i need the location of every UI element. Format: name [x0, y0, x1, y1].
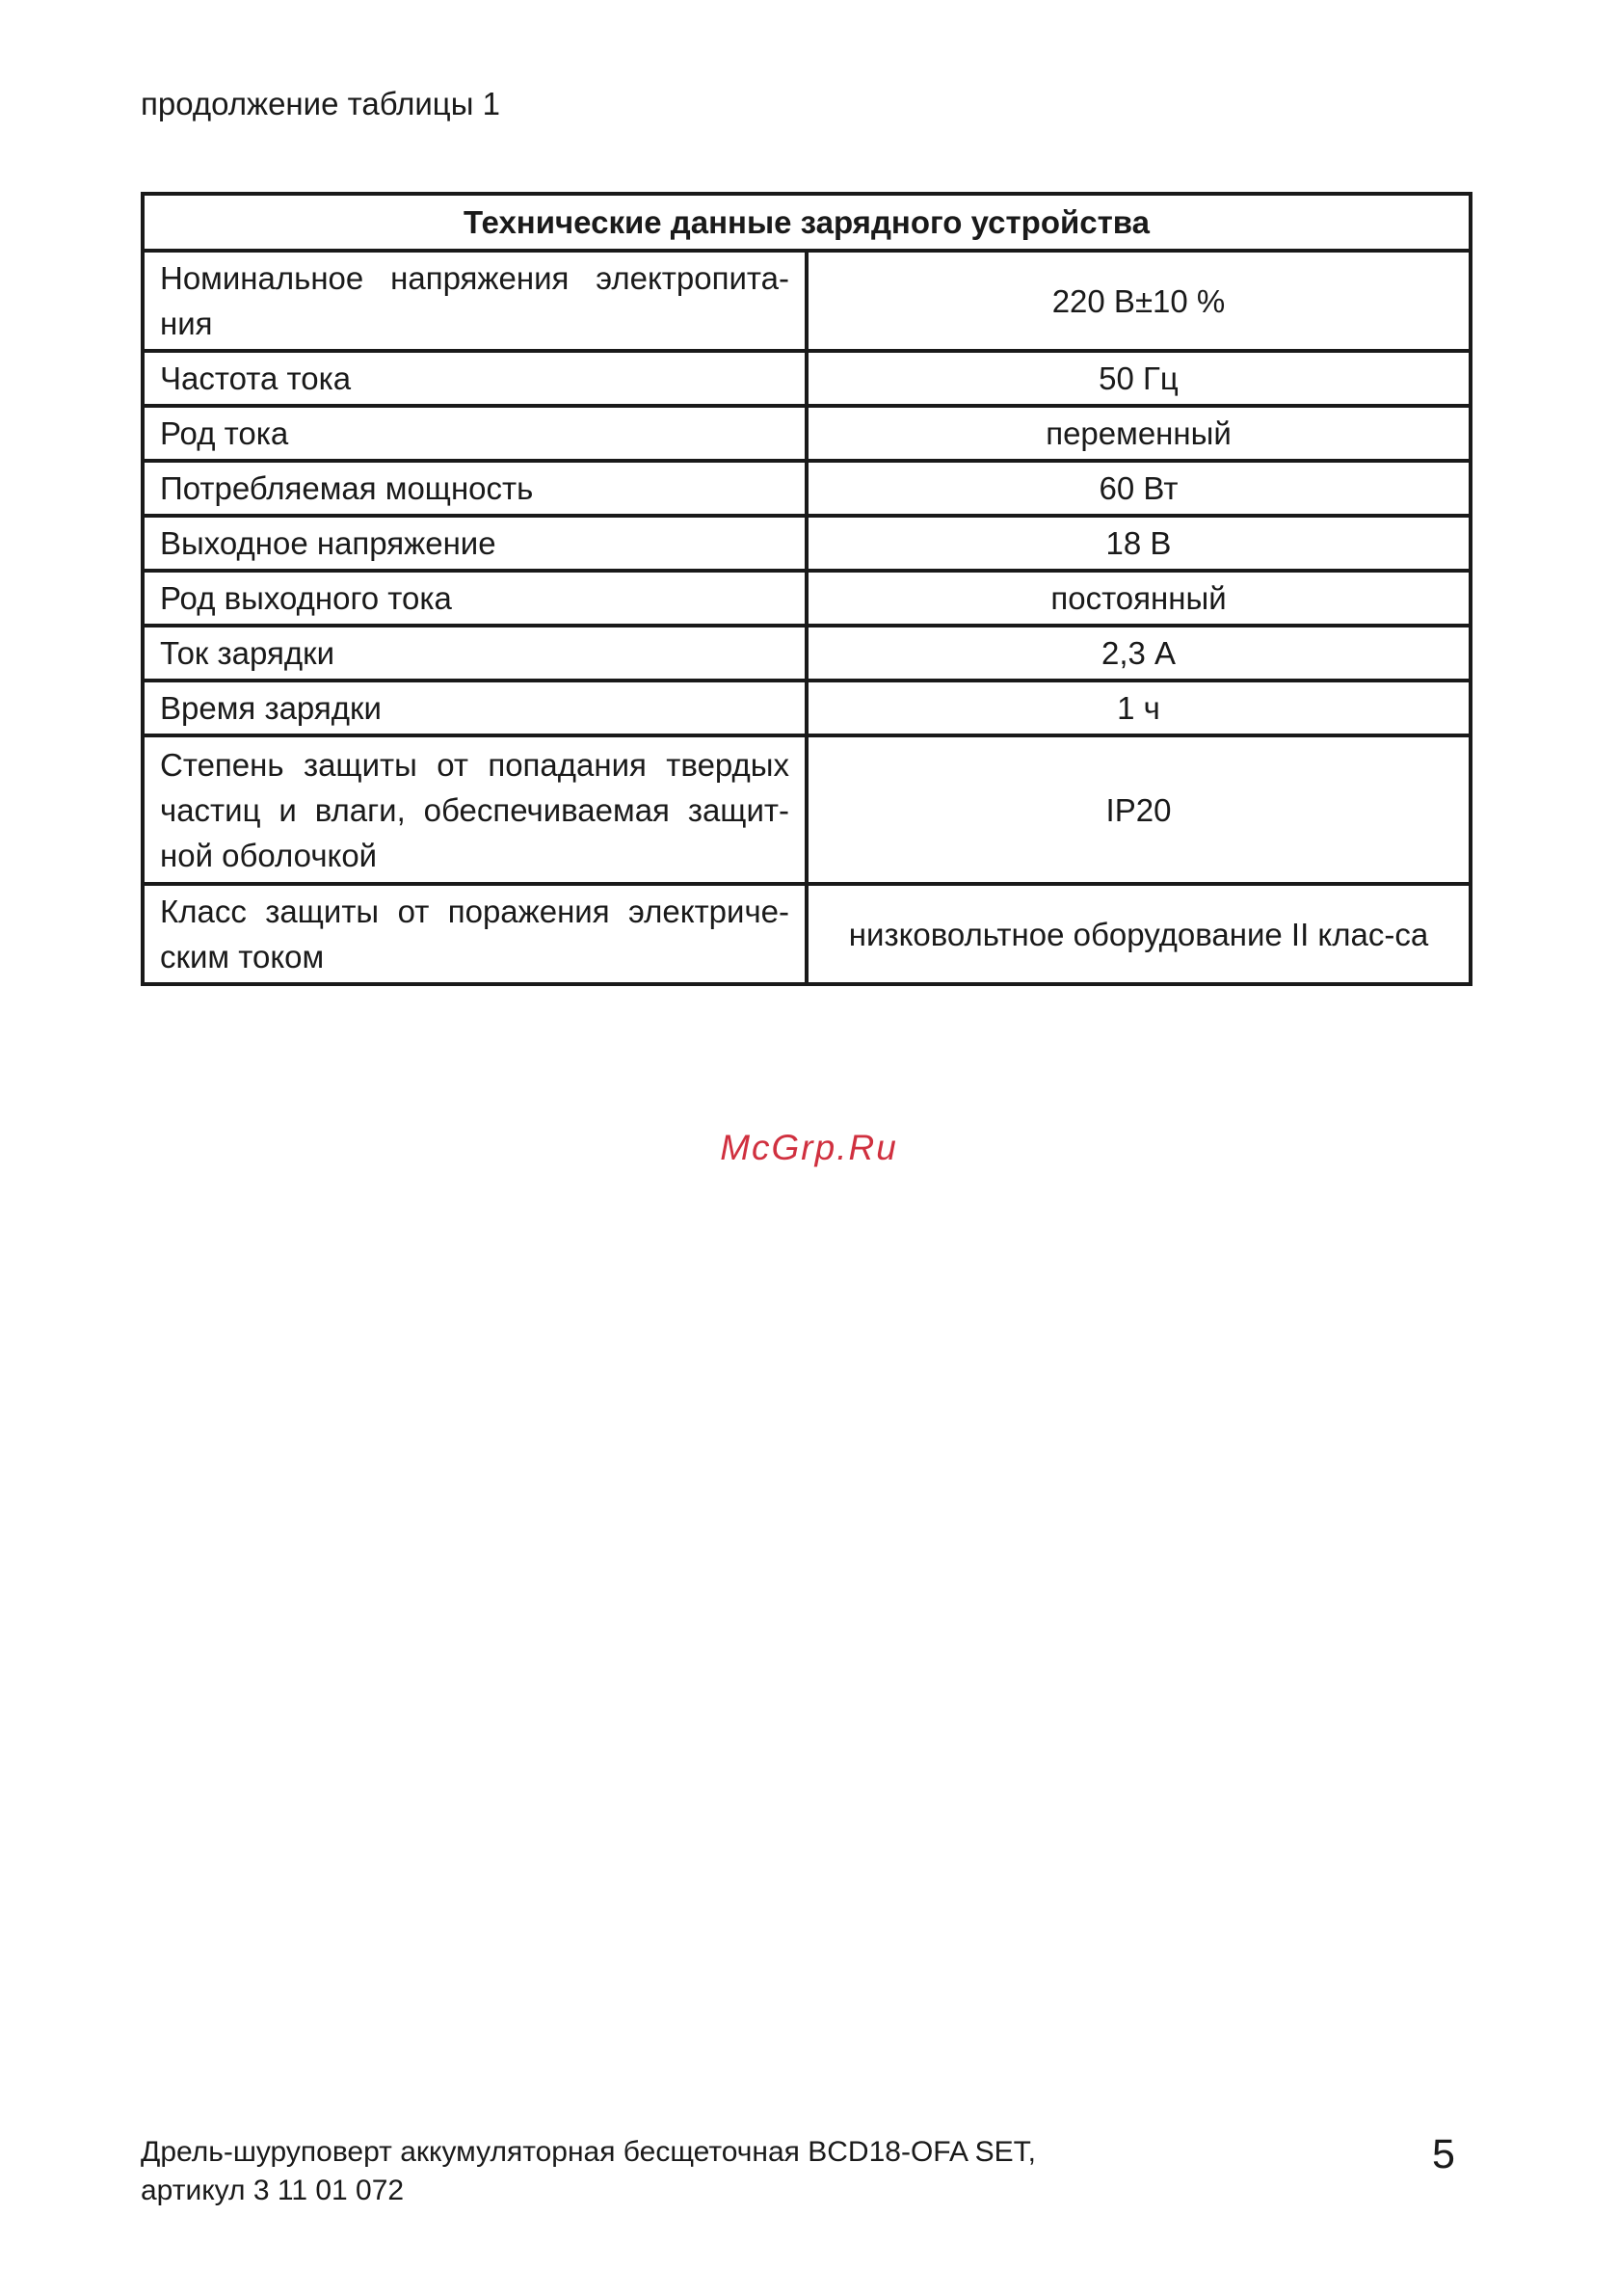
value-cell: 220 В±10 %	[807, 251, 1471, 351]
param-cell: Выходное напряжение	[143, 516, 807, 571]
footer	[141, 2133, 1036, 2210]
param-cell: Частота тока	[143, 351, 807, 406]
value-cell: 60 Вт	[807, 461, 1471, 516]
value-cell: низковольтное оборудование II клас-са	[807, 884, 1471, 984]
table-continuation-label: продолжение таблицы 1	[141, 86, 500, 121]
charger-spec-table	[141, 192, 1472, 986]
param-cell: Род тока	[143, 406, 807, 461]
table-header: Технические данные зарядного устройства	[143, 194, 1471, 251]
value-cell: 50 Гц	[807, 351, 1471, 406]
table-row	[143, 251, 1471, 351]
table-row	[143, 884, 1471, 984]
param-cell: Род выходного тока	[143, 571, 807, 626]
table-row	[143, 461, 1471, 516]
watermark-text: McGrp.Ru	[720, 1128, 898, 1167]
table-row	[143, 516, 1471, 571]
table-header-row	[143, 194, 1471, 251]
table-row	[143, 406, 1471, 461]
table-row	[143, 681, 1471, 735]
param-cell: Класс защиты от поражения электриче-ским током	[143, 884, 807, 984]
param-cell: Степень защиты от попадания твердых частиц и влаги, обеспечиваемая защит-ной оболочкой	[143, 735, 807, 884]
value-cell: 2,3 А	[807, 626, 1471, 681]
value-cell: переменный	[807, 406, 1471, 461]
table-row	[143, 626, 1471, 681]
value-cell: постоянный	[807, 571, 1471, 626]
param-cell: Потребляемая мощность	[143, 461, 807, 516]
table-row	[143, 351, 1471, 406]
page-number: 5	[1432, 2131, 1455, 2177]
param-cell: Ток зарядки	[143, 626, 807, 681]
value-cell: IP20	[807, 735, 1471, 884]
param-cell: Номинальное напряжения электропита-ния	[143, 251, 807, 351]
value-cell: 18 В	[807, 516, 1471, 571]
table-row	[143, 735, 1471, 884]
table-row	[143, 571, 1471, 626]
footer-article-number: артикул 3 11 01 072	[141, 2175, 405, 2206]
footer-product-title: Дрель-шуруповерт аккумуляторная бесщеточная BCD18-OFA SET,	[141, 2136, 1037, 2168]
value-cell: 1 ч	[807, 681, 1471, 735]
param-cell: Время зарядки	[143, 681, 807, 735]
